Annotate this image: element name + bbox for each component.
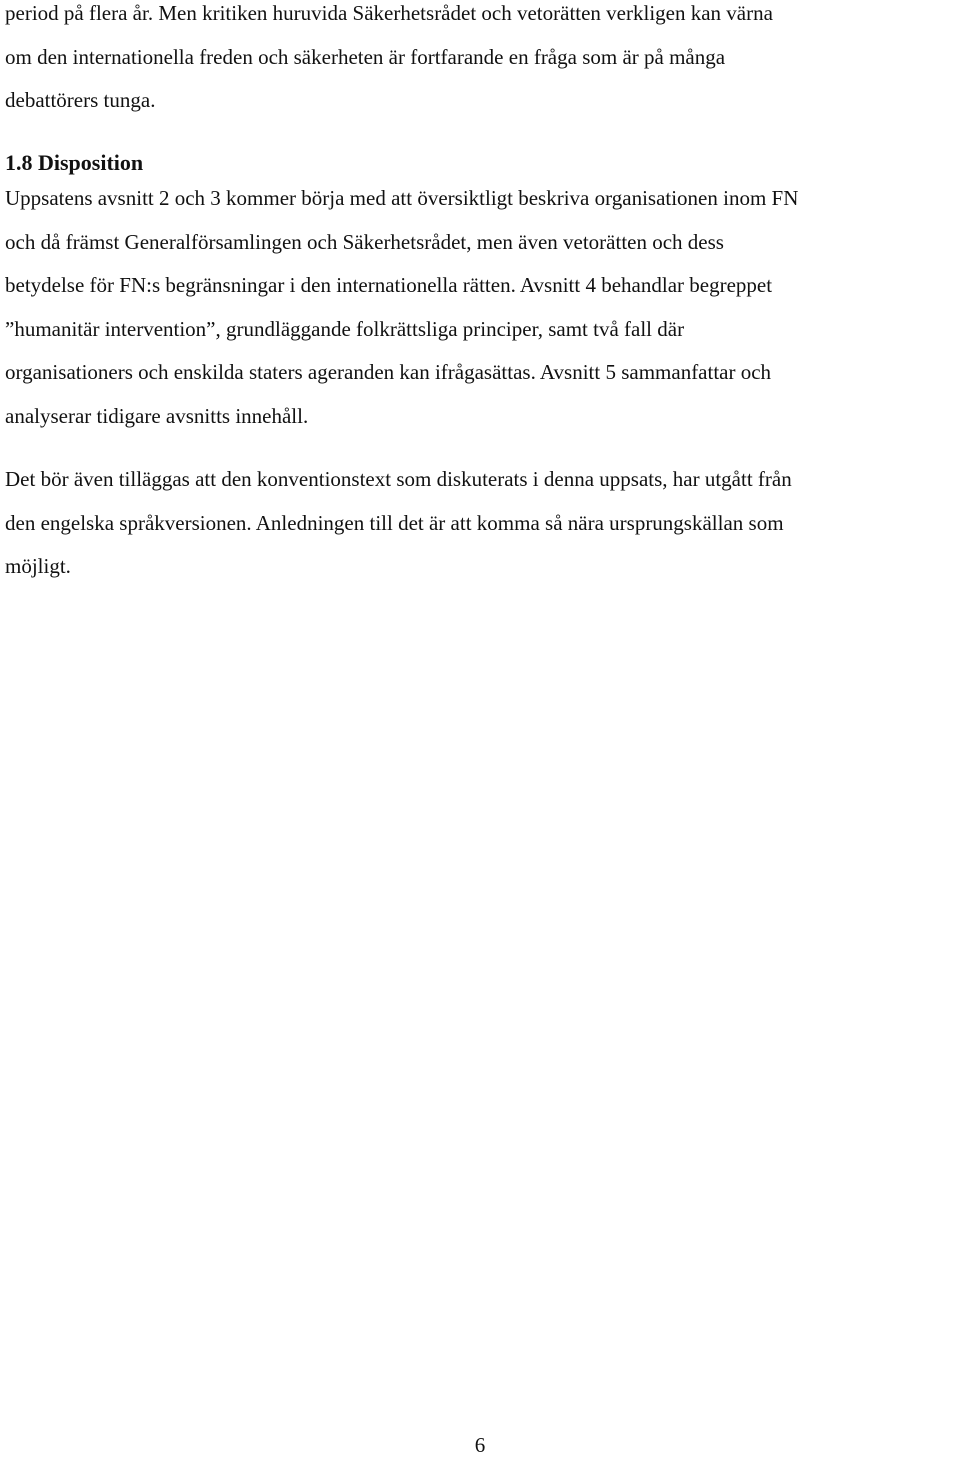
page-number: 6 <box>474 1433 486 1457</box>
text-line: möjligt. <box>5 554 71 578</box>
intro-paragraph <box>5 0 955 123</box>
text-line: analyserar tidigare avsnitts innehåll. <box>5 403 309 428</box>
text-line: period på flera år. Men kritiken huruvida Säkerhetsrådet och vetorätten verkligen kan värna <box>5 1 773 25</box>
translation-note-paragraph <box>5 458 955 589</box>
text-line: Uppsatens avsnitt 2 och 3 kommer börja med att översiktligt beskriva organisationen inom FN <box>5 186 799 210</box>
text-line: Det bör även tilläggas att den konventionstext som diskuterats i denna uppsats, har utgått från <box>5 467 792 491</box>
text-line: debattörers tunga. <box>5 88 156 112</box>
text-line: ”humanitär intervention”, grundläggande folkrättsliga principer, samt två fall där <box>5 316 685 341</box>
text-line: den engelska språkversionen. Anledningen till det är att komma så nära ursprungskällan som <box>5 510 784 535</box>
text-line: organisationers och enskilda staters ageranden kan ifrågasättas. Avsnitt 5 sammanfattar och <box>5 360 772 384</box>
text-line: om den internationella freden och säkerheten är fortfarande en fråga som är på många <box>5 44 726 69</box>
text-line: och då främst Generalförsamlingen och Säkerhetsrådet, men även vetorätten och dess <box>5 229 724 254</box>
section-heading: 1.8 Disposition <box>5 150 144 175</box>
disposition-paragraph <box>5 177 955 438</box>
text-line: betydelse för FN:s begränsningar i den internationella rätten. Avsnitt 4 behandlar begreppet <box>5 273 773 297</box>
